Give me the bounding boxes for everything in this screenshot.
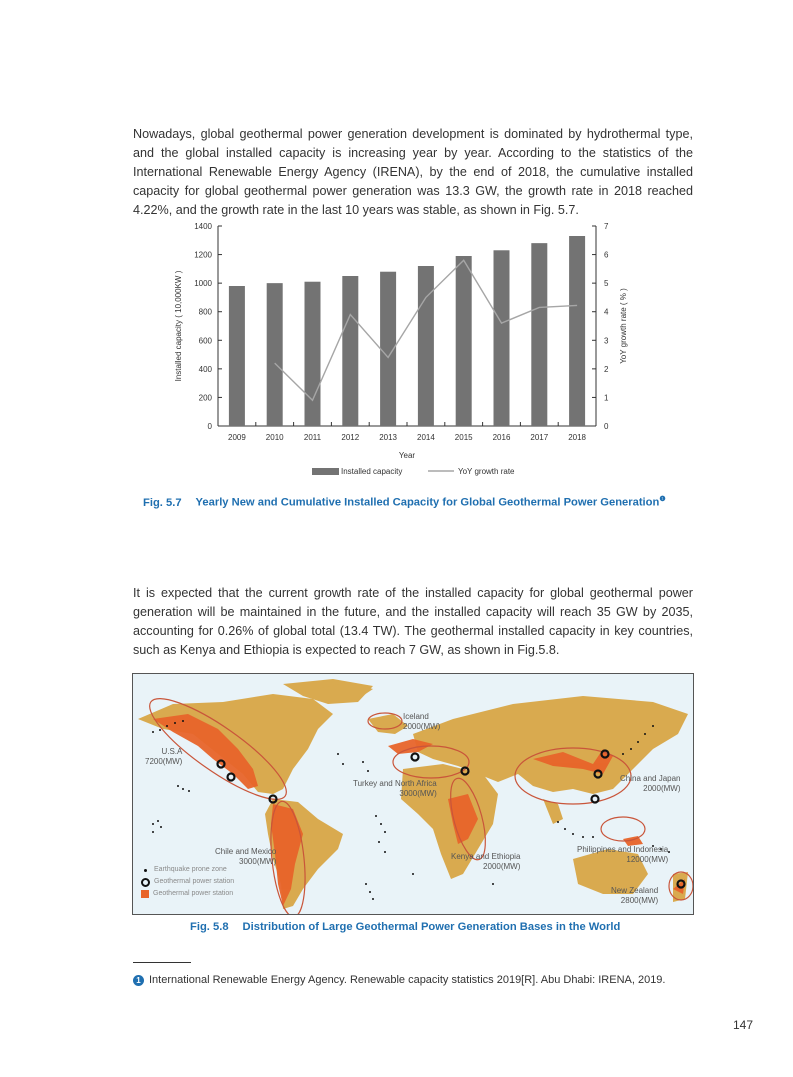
svg-text:1: 1 [604, 393, 609, 403]
svg-text:400: 400 [198, 364, 212, 374]
square-icon [141, 890, 149, 898]
svg-text:2010: 2010 [265, 433, 284, 442]
map-label-china-japan: China and Japan 2000(MW) [620, 774, 681, 793]
figure-title: Distribution of Large Geothermal Power Generation Bases in the World [242, 921, 621, 933]
footnote-divider [133, 962, 191, 963]
bar-2012 [342, 276, 358, 426]
svg-text:YoY growth rate: YoY growth rate [458, 467, 515, 476]
svg-text:200: 200 [198, 393, 212, 403]
svg-text:Installed capacity ( 10,000KW: Installed capacity ( 10,000KW ) [174, 270, 183, 382]
svg-text:Installed capacity: Installed capacity [341, 467, 403, 476]
bar-2015 [456, 256, 472, 426]
map-label-chile-mexico: Chile and Mexico 3000(MW) [215, 847, 277, 866]
ring-icon [141, 878, 150, 887]
map-legend: Earthquake prone zone Geothermal power station Geothermal power station [141, 864, 234, 900]
footnote-number-icon: 1 [133, 975, 144, 986]
map-label-turkey-north-africa: Turkey and North Africa 3000(MW) [353, 779, 437, 798]
body-paragraph-1: Nowadays, global geothermal power generation development is dominated by hydrothermal type, and the global installed capacity is increasing year by year. According to the statistics of the International Renewable Energy Agency (IRENA), by the end of 2018, the cumulative installed capacity for global geothermal power generation was 13.3 GW, the growth rate in 2018 reached 4.22%, and the growth rate in the last 10 years was stable, as shown in Fig. 5.7. [133, 126, 693, 218]
svg-text:1400: 1400 [194, 222, 212, 231]
figure-number: Fig. 5.8 [190, 921, 229, 933]
svg-text:2017: 2017 [530, 433, 549, 442]
page-number: 147 [733, 1018, 754, 1032]
figure-5-7-chart [160, 216, 640, 488]
svg-text:800: 800 [198, 307, 212, 317]
combo-bar-line-chart [160, 216, 640, 488]
footnote-mark[interactable]: ❶ [659, 496, 666, 503]
svg-text:600: 600 [198, 336, 212, 346]
map-label-usa: U.S.A 7200(MW) [145, 747, 183, 766]
svg-text:2: 2 [604, 364, 609, 374]
bar-2016 [494, 250, 510, 426]
figure-number: Fig. 5.7 [143, 496, 182, 509]
svg-text:4: 4 [604, 307, 609, 317]
svg-text:2011: 2011 [303, 433, 322, 442]
map-label-new-zealand: New Zealand 2800(MW) [611, 886, 659, 905]
svg-text:6: 6 [604, 250, 609, 260]
svg-text:7: 7 [604, 222, 609, 231]
figure-5-7-caption [143, 495, 666, 509]
svg-text:1200: 1200 [194, 250, 212, 260]
bar-2017 [531, 243, 547, 426]
figure-title: Yearly New and Cumulative Installed Capacity for Global Geothermal Power Generation [195, 496, 660, 509]
figure-5-8-caption [190, 921, 620, 933]
svg-text:2009: 2009 [228, 433, 246, 442]
map-label-iceland: Iceland 2000(MW) [403, 712, 441, 731]
footnote [133, 974, 665, 986]
svg-text:2016: 2016 [492, 433, 511, 442]
svg-text:YoY growth rate ( % ): YoY growth rate ( % ) [619, 288, 628, 364]
bar-2009 [229, 286, 245, 426]
svg-text:2014: 2014 [417, 433, 435, 442]
svg-text:2015: 2015 [454, 433, 473, 442]
bar-2018 [569, 236, 585, 426]
dot-icon [144, 869, 147, 872]
svg-text:Year: Year [398, 451, 416, 460]
bar-2010 [267, 283, 283, 426]
bar-2014 [418, 266, 434, 426]
map-label-philippines-indonesia: Philippines and Indonesia 12000(MW) [577, 845, 669, 864]
bar-2011 [305, 282, 321, 426]
svg-text:1000: 1000 [194, 279, 212, 289]
svg-text:3: 3 [604, 336, 609, 346]
svg-text:2013: 2013 [379, 433, 397, 442]
footnote-text: International Renewable Energy Agency. Renewable capacity statistics 2019[R]. Abu Dhabi: IRENA, 2019. [149, 974, 666, 986]
figure-5-8-world-map [132, 673, 694, 915]
map-label-kenya-ethiopia: Kenya and Ethiopia 2000(MW) [451, 852, 521, 871]
svg-text:0: 0 [604, 422, 609, 431]
svg-text:2012: 2012 [341, 433, 360, 442]
svg-text:5: 5 [604, 279, 609, 289]
svg-text:2018: 2018 [568, 433, 586, 442]
svg-text:0: 0 [207, 422, 212, 431]
body-paragraph-2: It is expected that the current growth rate of the installed capacity for global geothermal power generation will be maintained in the future, and the installed capacity will reach 35 GW by 2035, accounting for 0.26% of global total (13.4 TW). The geothermal installed capacity in key countries, such as Kenya and Ethiopia is expected to reach 7 GW, as shown in Fig.5.8. [133, 585, 693, 658]
